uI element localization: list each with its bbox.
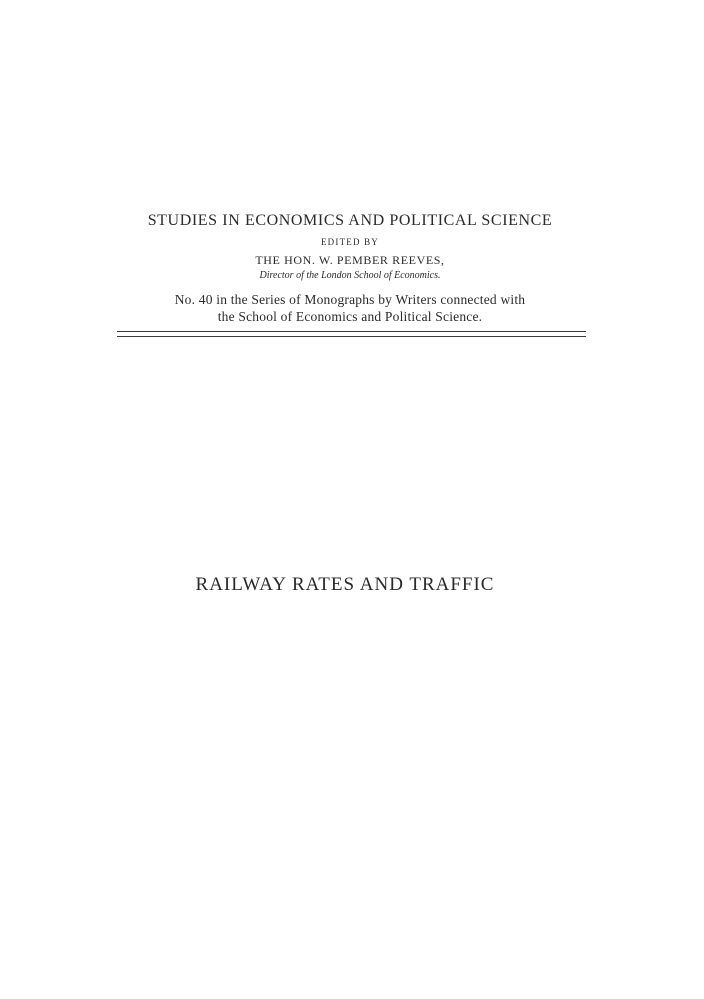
monograph-note-line-2: the School of Economics and Political Science. — [217, 309, 483, 324]
monograph-note — [110, 291, 590, 325]
editor-role: Director of the London School of Economics. — [259, 270, 441, 281]
double-rule-bottom — [117, 336, 586, 337]
editor-name: THE HON. W. PEMBER REEVES, — [255, 253, 445, 267]
edited-by-label: EDITED BY — [320, 237, 380, 247]
double-rule-top — [117, 331, 586, 332]
book-title: RAILWAY RATES AND TRAFFIC — [195, 574, 495, 595]
series-header — [110, 210, 590, 325]
series-title: STUDIES IN ECONOMICS AND POLITICAL SCIENCE — [147, 212, 553, 229]
monograph-note-line-1: No. 40 in the Series of Monographs by Writers connected with — [174, 292, 526, 307]
